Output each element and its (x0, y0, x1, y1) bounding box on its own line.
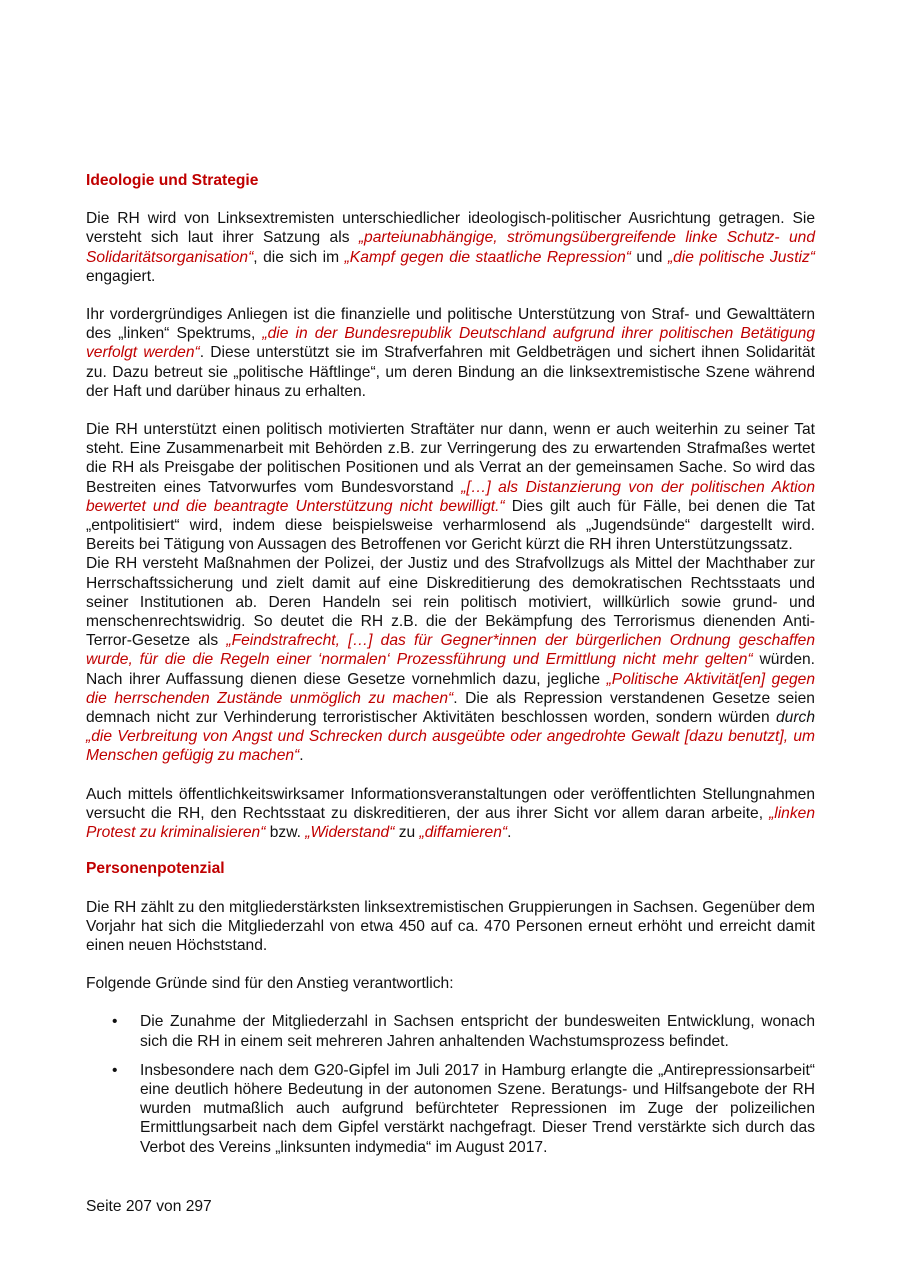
section-heading-ideology: Ideologie und Strategie (86, 172, 259, 189)
text: . (299, 747, 304, 765)
paragraph (86, 420, 815, 554)
text: Die RH unterstützt einen politisch motivierten Straftäter nur dann, wenn er auch weiterhin zu seiner Tat steht. Eine Zusammenarbeit mit Behörden z.B. zur Verringerung des zu erwartenden Strafmaßes wertet die RH als Preisgabe der politischen Positionen und als Verrat an der gemeinsamen Sache. So wird das Bestreiten eines Tatvorwurfes vom Bundesvorstand (86, 421, 815, 496)
quote: „Politische Aktivität[en] gegen die herrschenden Zustände unmöglich zu machen“ (86, 670, 816, 707)
list-item (86, 1012, 815, 1050)
text: . Die als Repression verstandenen Gesetze seien demnach nicht zur Verhinderung terroristischer Aktivitäten beschlossen worden, sondern würden (86, 689, 815, 727)
text: Die RH wird von Linksextremisten unterschiedlicher ideologisch-politischer Ausrichtung getragen. Sie versteht sich laut ihrer Satzung als (86, 210, 815, 247)
text: zu (394, 824, 420, 842)
quote: „Widerstand“ (305, 824, 395, 842)
quote: „Feindstrafrecht, […] das für Gegner*innen der bürgerlichen Ordnung geschaffen wurde, für die die Regeln einer ‘normalen‘ Prozessführung und Ermittlung nicht mehr gelten“ (86, 632, 815, 669)
text: . (507, 824, 512, 842)
quote: „parteiunabhängige, strömungsübergreifende linke Schutz- und Solidaritätsorganisation“ (86, 229, 816, 266)
list-item (86, 1061, 815, 1157)
reasons-list (86, 1012, 815, 1156)
text: . Diese unterstützt sie im Strafverfahren mit Geldbeträgen und sichert ihnen Solidarität zu. Dazu betreut sie „politische Häftlinge“, um deren Bindung an die linksextremistische Szene während der Haft und darüber hinaus zu erhalten. (86, 344, 816, 400)
paragraph (86, 305, 815, 401)
quote: „linken Protest zu kriminalisieren“ (86, 804, 815, 842)
quote: „die in der Bundesrepublik Deutschland aufgrund ihrer politischen Betätigung verfolgt werden“ (86, 325, 815, 362)
quote: „diffamieren“ (419, 824, 508, 842)
paragraph: Folgende Gründe sind für den Anstieg verantwortlich: (86, 975, 454, 993)
quote: „[…] als Distanzierung von der politischen Aktion bewertet und die beantragte Unterstützung nicht bewilligt.“ (86, 478, 815, 515)
page-number: Seite 207 von 297 (86, 1198, 212, 1215)
bullet-icon: • (112, 1013, 118, 1031)
text: , die sich im (253, 248, 345, 266)
list-item-text: Die Zunahme der Mitgliederzahl in Sachsen entspricht der bundesweiten Entwicklung, wonach sich die RH in einem seit mehreren Jahren anhaltenden Wachstumsprozess befindet. (140, 1013, 815, 1050)
paragraph (86, 554, 815, 765)
document-body (86, 171, 815, 1157)
paragraph: Die RH zählt zu den mitgliederstärksten linksextremistischen Gruppierungen in Sachsen. Gegenüber dem Vorjahr hat sich die Mitgliederzahl von etwa 450 auf ca. 470 Personen erneut erhöht und erreicht damit einen neuen Höchststand. (86, 898, 815, 954)
paragraph (86, 785, 815, 843)
text: Dies gilt auch für Fälle, bei denen die Tat „entpolitisiert“ wird, indem diese beispielsweise verharmlosend als „Jugendsünde“ dargestellt wird. Bereits bei Tätigung von Aussagen des Betroffenen vor Gericht kürzt die RH ihren Unterstützungssatz. (86, 497, 815, 554)
list-item-text: Insbesondere nach dem G20-Gipfel im Juli 2017 in Hamburg erlangte die „Antirepressionsarbeit“ eine deutlich höhere Bedeutung in der autonomen Szene. Beratungs- und Hilfsangebote der RH wurden mutmaßlich auch aufgrund befürchteter Repressionen im Zuge der polizeilichen Ermittlungsarbeit nach dem Gipfel verstärkt nachgefragt. Dieser Trend verstärkte sich durch das Verbot des Vereins „linksunten indymedia“ im August 2017. (140, 1061, 815, 1156)
text: und (630, 248, 668, 266)
quote: „Kampf gegen die staatliche Repression“ (344, 248, 631, 266)
bullet-icon: • (112, 1061, 118, 1079)
text: würden. Nach ihrer Auffassung dienen diese Gesetze vornehmlich dazu, jegliche (86, 651, 816, 688)
text: engagiert. (86, 267, 156, 285)
text: Auch mittels öffentlichkeitswirksamer Informationsveranstaltungen oder veröffentlichten Stellungnahmen versucht die RH, den Rechtsstaat zu diskreditieren, der aus ihrer Sicht vor allem daran arbeite, (86, 785, 815, 822)
emphasis: durch (775, 709, 815, 727)
quote: „die politische Justiz“ (667, 248, 815, 266)
text: bzw. (265, 824, 306, 842)
paragraph (86, 209, 815, 286)
quote: „die Verbreitung von Angst und Schrecken durch ausgeübte oder angedrohte Gewalt [dazu benutzt], um Menschen gefügig zu machen“ (86, 728, 815, 765)
text: Ihr vordergründiges Anliegen ist die finanzielle und politische Unterstützung von Straf- und Gewalttätern des „linken“ Spektrums, (86, 306, 815, 343)
text: Die RH versteht Maßnahmen der Polizei, der Justiz und des Strafvollzugs als Mittel der Machthaber zur Herrschaftssicherung und zielt damit auf eine Diskreditierung des demokratischen Rechtsstaats und seiner Institutionen ab. Deren Handeln sei rein politisch motiviert, willkürlich sowie grund- und menschenrechtswidrig. So deutet die RH z.B. die der Bekämpfung des Terrorismus dienenden Anti-Terror-Gesetze als (86, 555, 815, 650)
section-heading-personenpotenzial: Personenpotenzial (86, 860, 225, 878)
